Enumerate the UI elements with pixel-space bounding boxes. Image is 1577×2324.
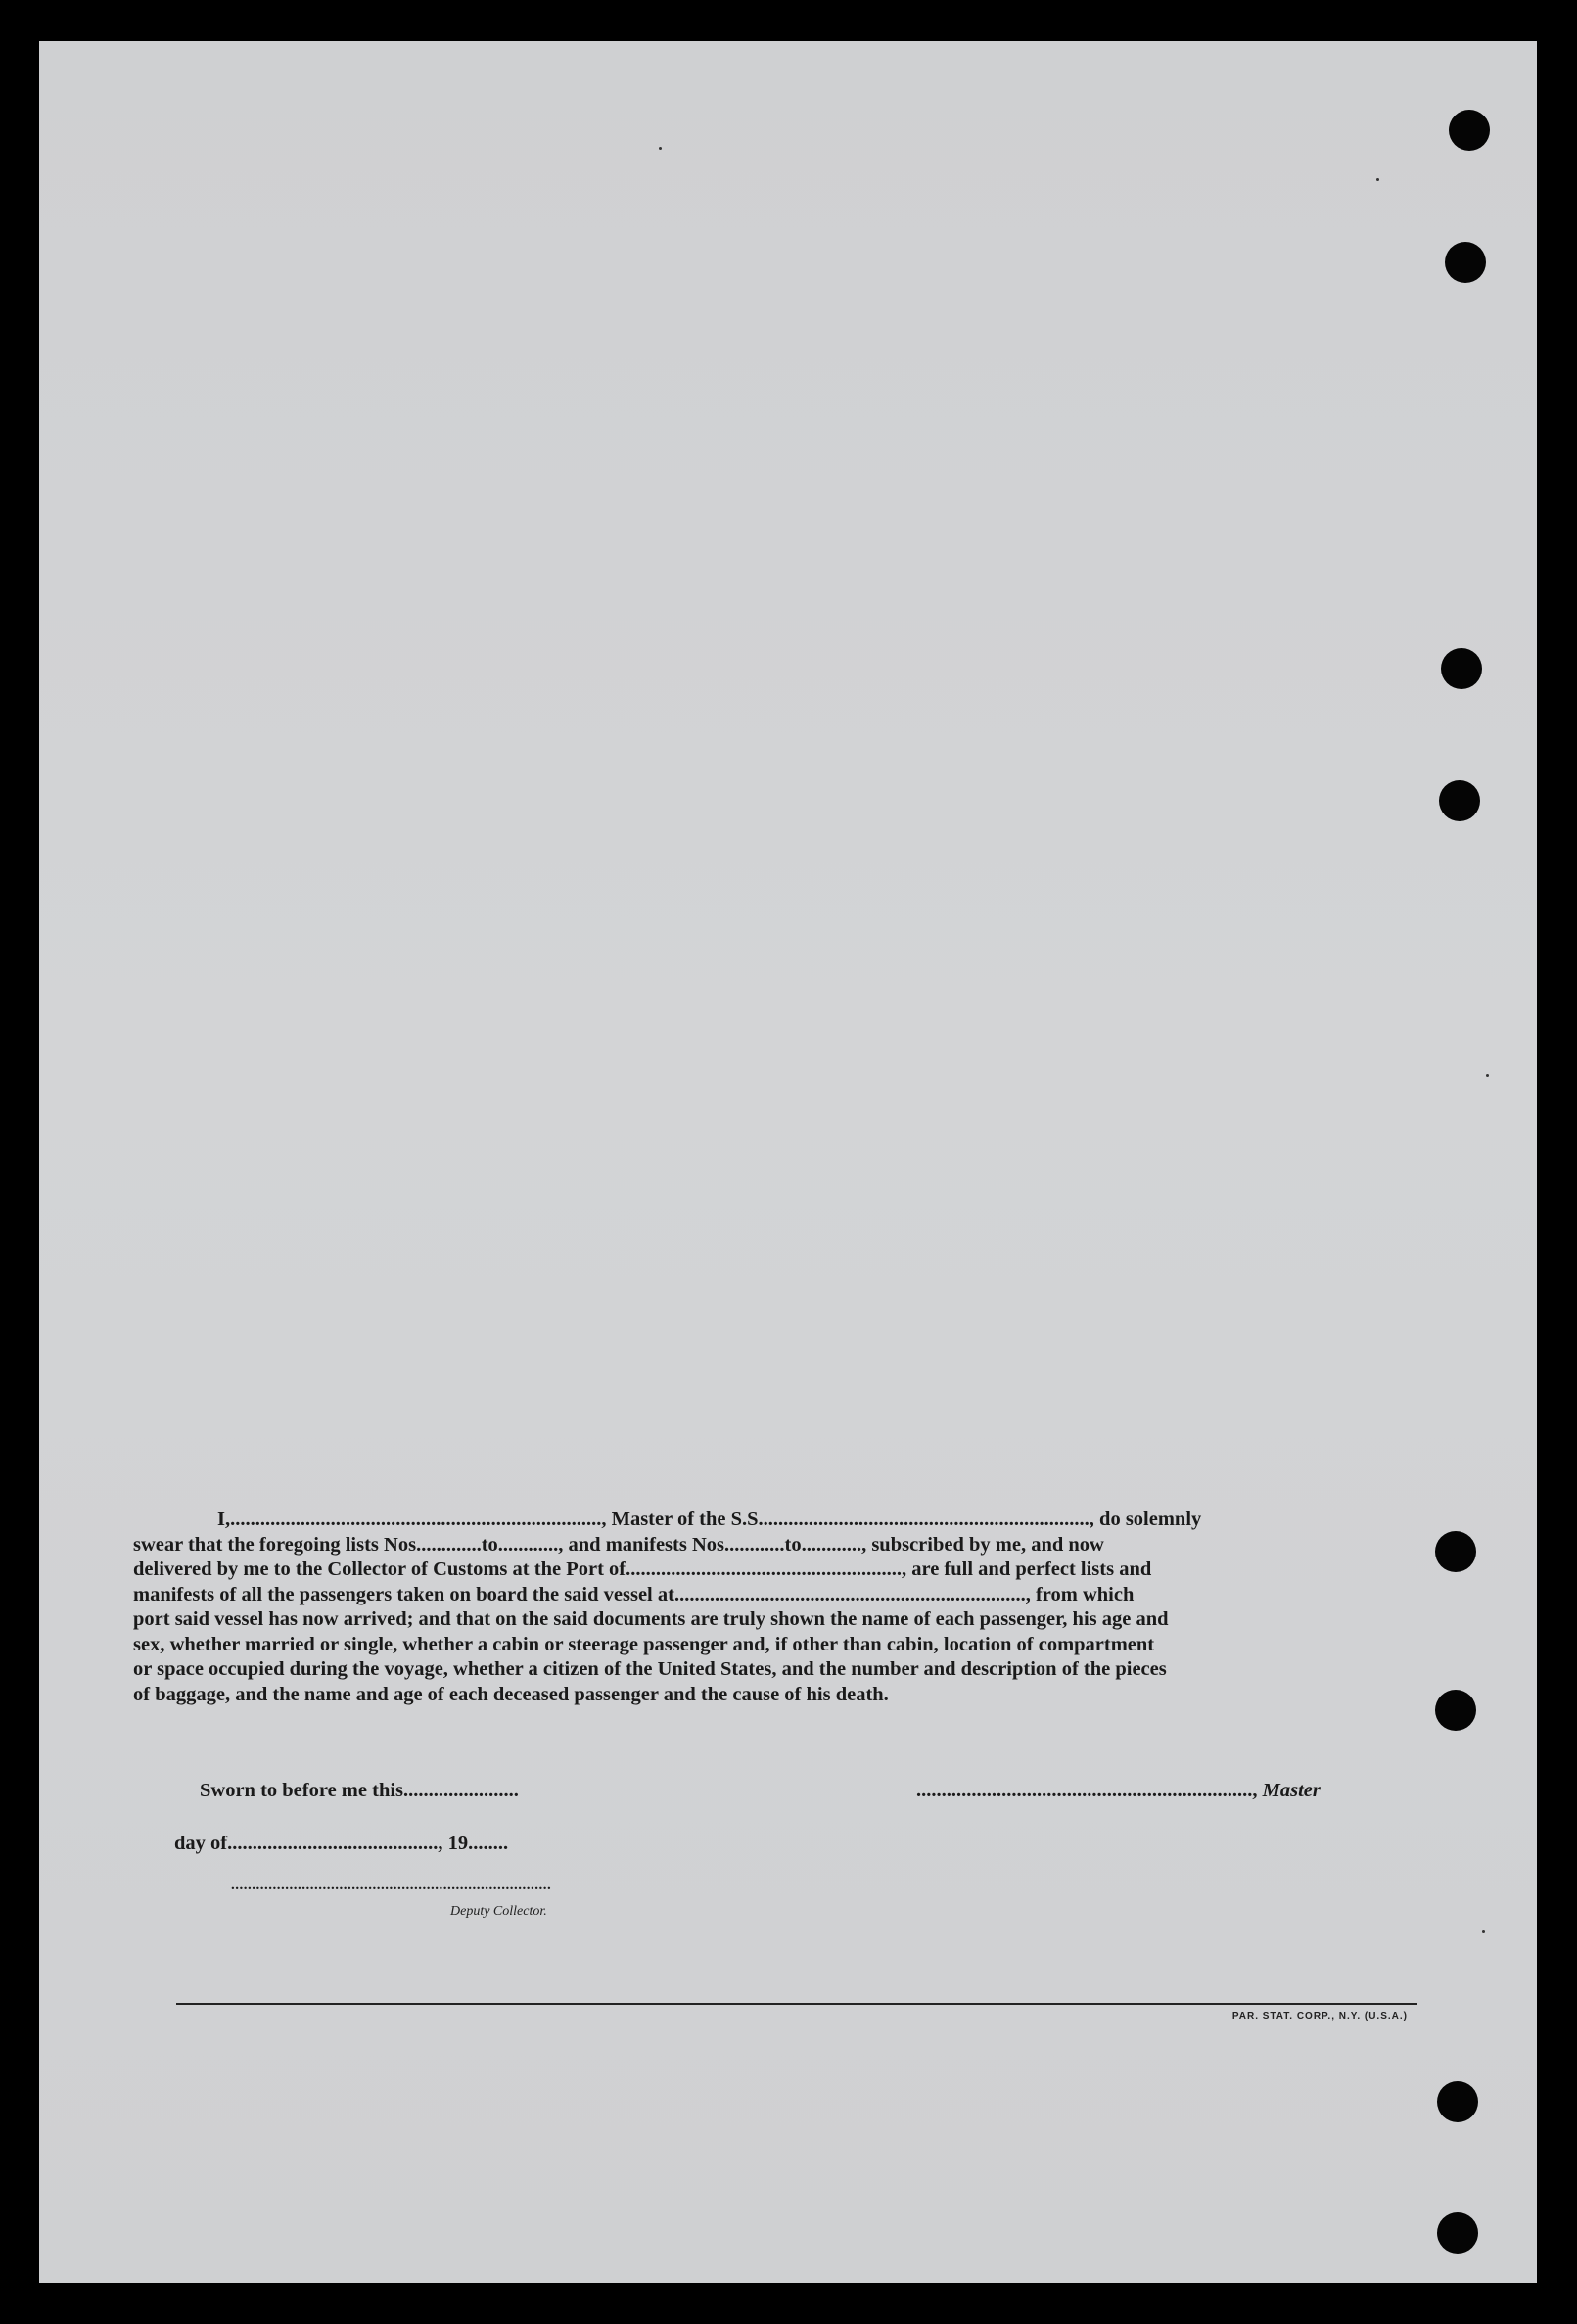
speck [1376,178,1379,181]
speck [659,147,662,150]
master-dots: ..................................................................., [916,1780,1258,1801]
sworn-line: Sworn to before me this....................... [200,1780,519,1801]
oath-line: sex, whether married or single, whether a cabin or steerage passenger and, if other than cabin, location of compartment [133,1633,1155,1655]
punch-hole [1449,110,1490,151]
oath-line: manifests of all the passengers taken on board the said vessel at......................................................................, from which [133,1583,1135,1605]
oath-line: port said vessel has now arrived; and that on the said documents are truly shown the name of each passenger, his age and [133,1608,1169,1630]
oath-line: or space occupied during the voyage, whether a citizen of the United States, and the number and description of the pieces [133,1658,1167,1680]
oath-line: I,.........................................................................., Master of the S.S.................................................................., do solemnly [217,1509,1202,1530]
punch-hole [1445,242,1486,283]
bottom-rule [176,2003,1417,2005]
speck [1482,1930,1485,1933]
punch-hole [1435,1690,1476,1731]
punch-hole [1437,2081,1478,2122]
oath-paragraph [133,1508,1378,1707]
speck [1486,1074,1489,1077]
oath-line: delivered by me to the Collector of Customs at the Port of......................................................., are full and perfect lists and [133,1558,1152,1580]
master-label: Master [1262,1780,1321,1801]
document-page [39,41,1537,2283]
oath-line: of baggage, and the name and age of each deceased passenger and the cause of his death. [133,1683,889,1705]
punch-hole [1439,780,1480,821]
day-of-line: day of.........................................., 19........ [174,1833,509,1854]
deputy-signature-line: ............................................................................. [231,1878,552,1893]
punch-hole [1435,1531,1476,1572]
printer-imprint: PAR. STAT. CORP., N.Y. (U.S.A.) [1231,2011,1408,2022]
master-signature-line [916,1780,1321,1802]
punch-hole [1437,2212,1478,2254]
oath-line: swear that the foregoing lists Nos.............to............, and manifests Nos............to............, subscribed by me, and now [133,1533,1104,1556]
punch-hole [1441,648,1482,689]
deputy-collector-label: Deputy Collector. [450,1904,547,1919]
